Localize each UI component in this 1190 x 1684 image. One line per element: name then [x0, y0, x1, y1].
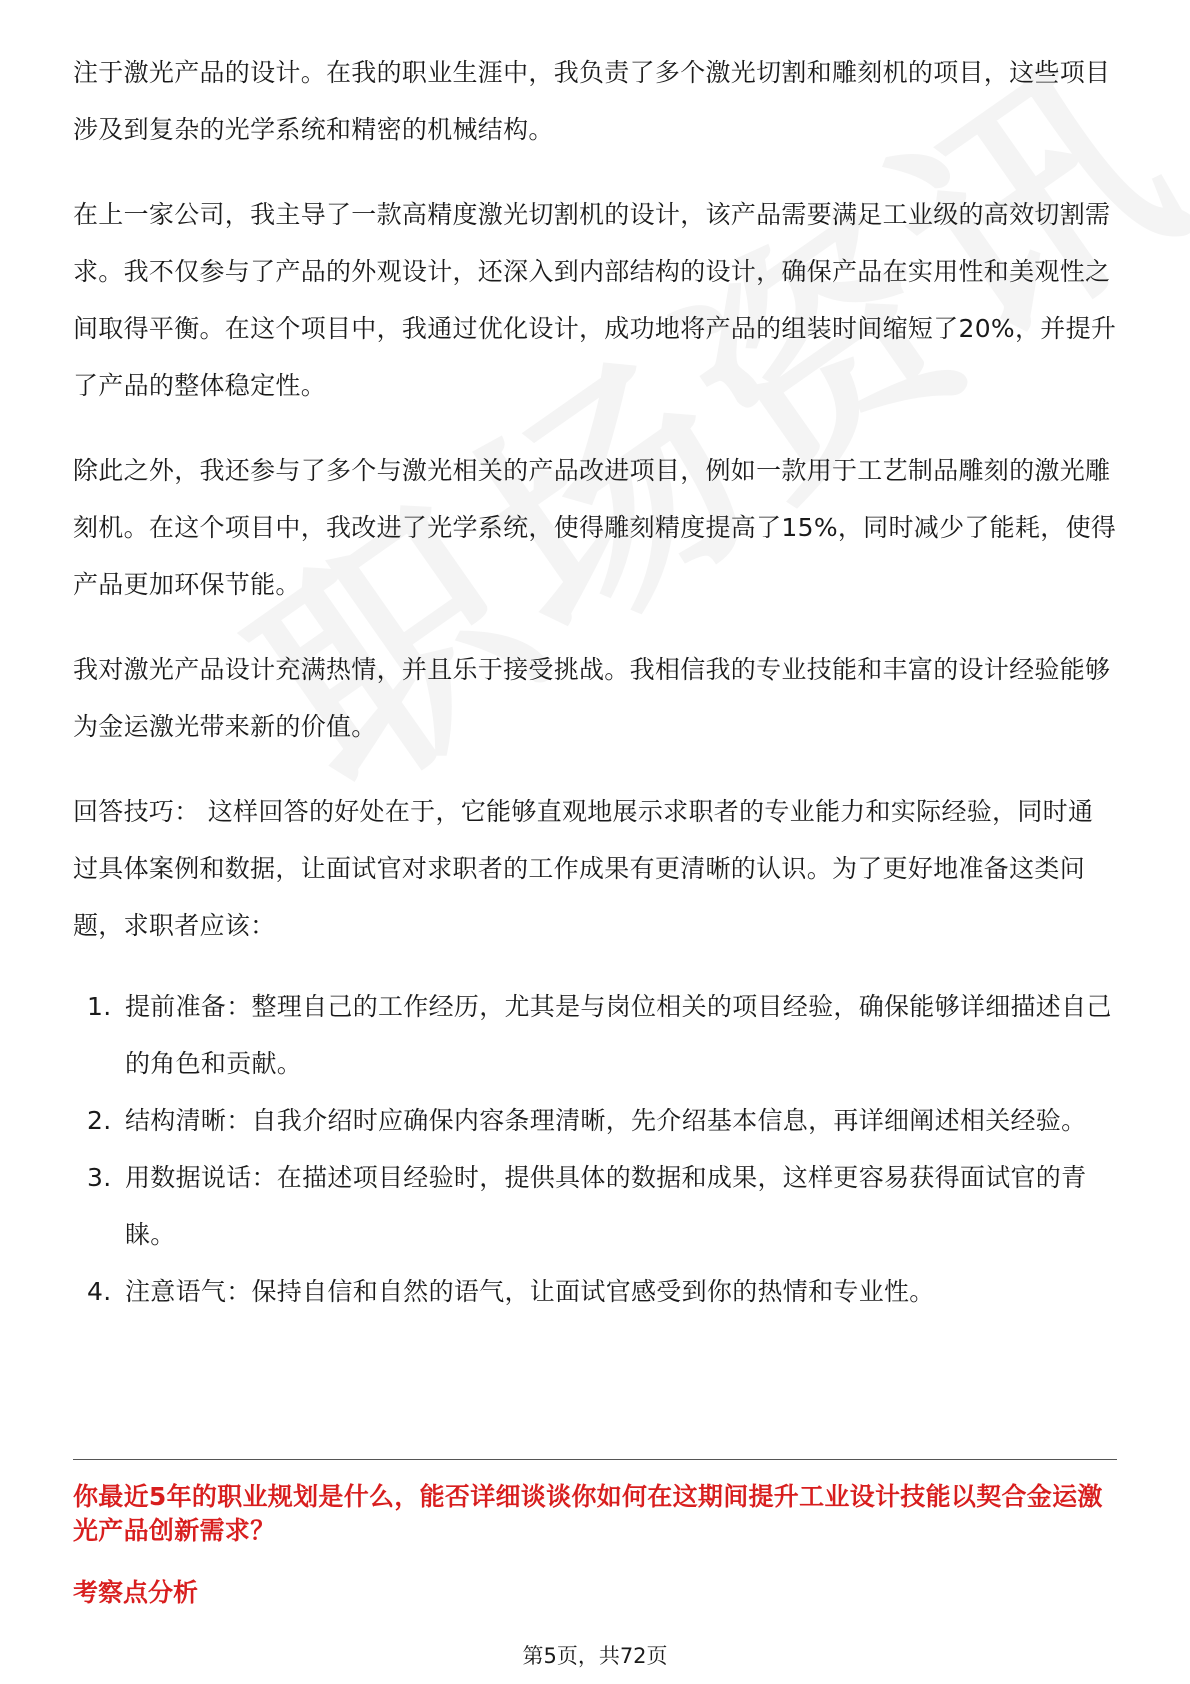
list-number: 1.	[87, 992, 112, 1021]
page-footer: 第5页，共72页	[522, 1644, 668, 1668]
answer-tips: 回答技巧： 这样回答的好处在于，它能够直观地展示求职者的专业能力和实际经验，同时通过具体案例和数据，让面试官对求职者的工作成果有更清晰的认识。为了更好地准备这类问题，求职者应该：	[73, 797, 1094, 940]
section-title: 考察点分析	[73, 1578, 199, 1607]
list-item	[73, 978, 1117, 1092]
list-item-text: 结构清晰：自我介绍时应确保内容条理清晰，先介绍基本信息，再详细阐述相关经验。	[125, 1106, 1087, 1135]
list-item	[73, 1149, 1117, 1263]
list-item-text: 用数据说话：在描述项目经验时，提供具体的数据和成果，这样更容易获得面试官的青睐。	[125, 1163, 1087, 1249]
list-number: 2.	[87, 1106, 112, 1135]
paragraph: 除此之外，我还参与了多个与激光相关的产品改进项目，例如一款用于工艺制品雕刻的激光雕刻机。在这个项目中，我改进了光学系统，使得雕刻精度提高了15%，同时减少了能耗，使得产品更加环保节能。	[73, 456, 1117, 599]
list-item-text: 注意语气：保持自信和自然的语气，让面试官感受到你的热情和专业性。	[125, 1277, 935, 1306]
section-divider	[73, 1459, 1117, 1460]
interview-question: 你最近5年的职业规划是什么，能否详细谈谈你如何在这期间提升工业设计技能以契合金运激光产品创新需求？	[73, 1482, 1103, 1545]
paragraph: 注于激光产品的设计。在我的职业生涯中，我负责了多个激光切割和雕刻机的项目，这些项目涉及到复杂的光学系统和精密的机械结构。	[73, 58, 1111, 144]
list-number: 3.	[87, 1163, 112, 1192]
document-body	[73, 44, 1117, 1320]
list-item	[73, 1092, 1117, 1149]
tips-list	[73, 978, 1117, 1320]
paragraph: 在上一家公司，我主导了一款高精度激光切割机的设计，该产品需要满足工业级的高效切割需求。我不仅参与了产品的外观设计，还深入到内部结构的设计，确保产品在实用性和美观性之间取得平衡。在这个项目中，我通过优化设计，成功地将产品的组装时间缩短了20%，并提升了产品的整体稳定性。	[73, 200, 1117, 400]
list-item	[73, 1263, 1117, 1320]
paragraph: 我对激光产品设计充满热情，并且乐于接受挑战。我相信我的专业技能和丰富的设计经验能够为金运激光带来新的价值。	[73, 655, 1111, 741]
list-number: 4.	[87, 1277, 112, 1306]
list-item-text: 提前准备：整理自己的工作经历，尤其是与岗位相关的项目经验，确保能够详细描述自己的角色和贡献。	[125, 992, 1112, 1078]
